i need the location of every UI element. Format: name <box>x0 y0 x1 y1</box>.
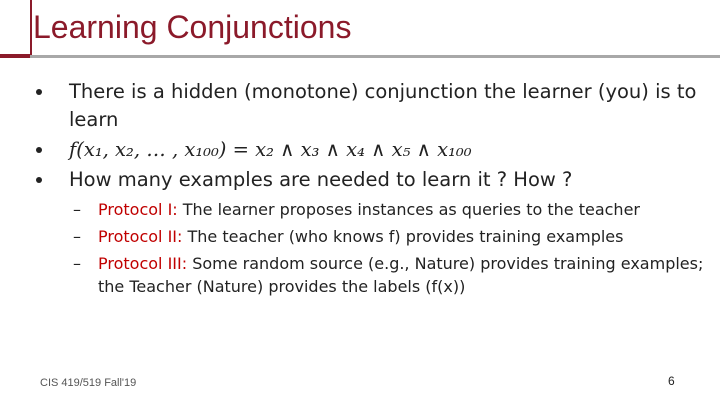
title-accent-vertical <box>30 0 32 58</box>
protocol-item-1 <box>36 198 706 221</box>
dash-marker: – <box>73 227 81 246</box>
bullet-dot <box>36 89 42 95</box>
protocol-text: Some random source (e.g., Nature) provides training examples; the Teacher (Nature) provides the labels (f(x)) <box>98 254 704 296</box>
slide-content <box>36 78 706 298</box>
title-divider <box>30 55 720 58</box>
bullet-dot <box>36 177 42 183</box>
bullet-function-definition <box>36 136 706 164</box>
protocol-label: Protocol II: <box>98 227 183 246</box>
dash-marker: – <box>73 254 81 273</box>
bullet-text: There is a hidden (monotone) conjunction the learner (you) is to learn <box>69 80 697 131</box>
dash-marker: – <box>73 200 81 219</box>
bullet-text: How many examples are needed to learn it ? How ? <box>69 168 573 191</box>
protocol-item-2 <box>36 225 706 248</box>
protocol-item-3 <box>36 252 706 298</box>
page-number: 6 <box>668 374 675 388</box>
bullet-hidden-conjunction <box>36 78 706 134</box>
bullet-how-many-examples <box>36 166 706 194</box>
protocol-text: The learner proposes instances as queries to the teacher <box>177 200 640 219</box>
title-accent-bar <box>0 54 30 58</box>
protocol-text: The teacher (who knows f) provides training examples <box>182 227 624 246</box>
function-lhs: f(x₁, x₂, … , x₁₀₀) = <box>69 138 249 161</box>
protocol-label: Protocol I: <box>98 200 178 219</box>
footer-course: CIS 419/519 Fall'19 <box>40 377 137 389</box>
function-rhs: x₂ ∧ x₃ ∧ x₄ ∧ x₅ ∧ x₁₀₀ <box>255 138 472 161</box>
protocol-label: Protocol III: <box>98 254 188 273</box>
slide-title: Learning Conjunctions <box>33 9 352 45</box>
bullet-dot <box>36 147 42 153</box>
